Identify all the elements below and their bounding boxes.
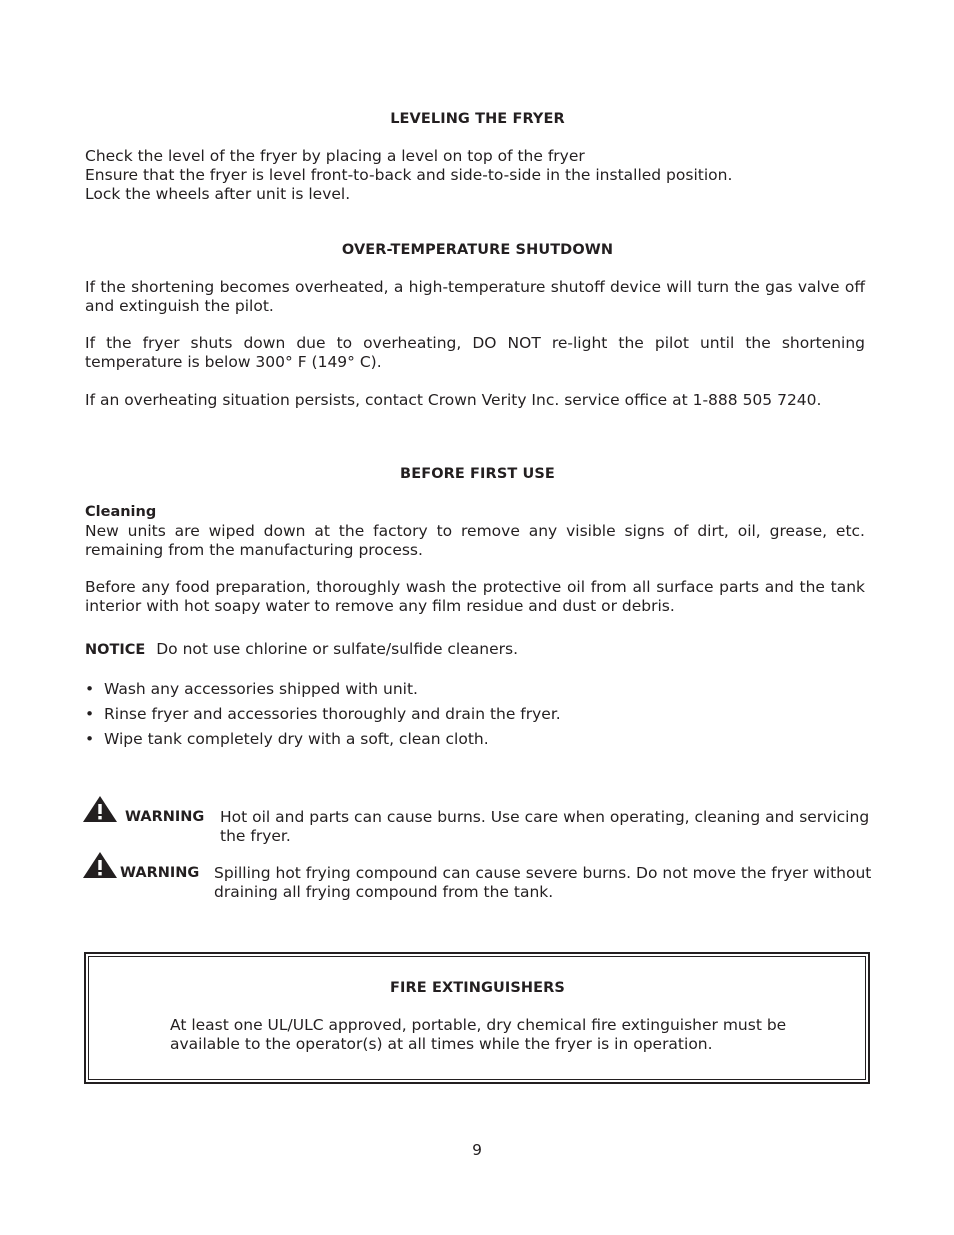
warning-text-line-1: Spilling hot frying compound can cause severe burns. Do not move the fryer without: [214, 864, 872, 882]
fire-text-line-1: At least one UL/ULC approved, portable, dry chemical fire extinguisher must be: [170, 1016, 787, 1034]
heading-leveling: LEVELING THE FRYER: [390, 111, 565, 127]
warning-label: WARNING: [120, 865, 200, 881]
heading-fire-extinguishers: FIRE EXTINGUISHERS: [390, 980, 565, 996]
over-temp-paragraph-1: If the shortening becomes overheated, a high-temperature shutoff device will turn the gas valve off and extinguish the pilot.: [85, 278, 865, 315]
leveling-paragraph: [85, 147, 865, 204]
page-number: 9: [472, 1141, 482, 1159]
leveling-line-3: Lock the wheels after unit is level.: [85, 185, 351, 203]
notice-text: Do not use chlorine or sulfate/sulfide cleaners.: [156, 640, 519, 658]
warning-text: [214, 864, 872, 902]
cleaning-subheading: Cleaning: [85, 504, 157, 520]
fire-text-line-2: available to the operator(s) at all times while the fryer is in operation.: [170, 1035, 713, 1053]
over-temp-paragraph-3: If an overheating situation persists, contact Crown Verity Inc. service office at 1-888 505 7240.: [85, 391, 822, 409]
notice-line: [85, 640, 518, 660]
bullet-icon: •: [85, 680, 95, 698]
bullet-icon: •: [85, 730, 95, 748]
list-item-text: Rinse fryer and accessories thoroughly and drain the fryer.: [104, 705, 561, 723]
warning-text: [220, 808, 870, 846]
notice-label: NOTICE: [85, 642, 146, 658]
warning-label: WARNING: [125, 809, 205, 825]
leveling-line-1: Check the level of the fryer by placing a level on top of the fryer: [85, 147, 585, 165]
warning-triangle-icon: [82, 795, 118, 823]
over-temp-paragraph-2: If the fryer shuts down due to overheating, DO NOT re-light the pilot until the shortening temperature is below 300° F (149° C).: [85, 334, 865, 371]
list-item-text: Wipe tank completely dry with a soft, clean cloth.: [104, 730, 489, 748]
heading-before-first-use: BEFORE FIRST USE: [400, 466, 555, 482]
warning-text-line-2: the fryer.: [220, 827, 291, 845]
cleaning-paragraph-2: Before any food preparation, thoroughly wash the protective oil from all surface parts and the tank interior with hot soapy water to remove any film residue and dust or debris.: [85, 578, 865, 615]
warning-text-line-2: draining all frying compound from the tank.: [214, 883, 554, 901]
leveling-line-2: Ensure that the fryer is level front-to-back and side-to-side in the installed position.: [85, 166, 733, 184]
list-item-text: Wash any accessories shipped with unit.: [104, 680, 418, 698]
heading-over-temperature: OVER-TEMPERATURE SHUTDOWN: [341, 242, 614, 258]
bullet-icon: •: [85, 705, 95, 723]
warning-text-line-1: Hot oil and parts can cause burns. Use care when operating, cleaning and servicing: [220, 808, 870, 826]
warning-triangle-icon: [82, 851, 118, 879]
cleaning-paragraph-1: New units are wiped down at the factory to remove any visible signs of dirt, oil, grease, etc. remaining from the manufacturing process.: [85, 522, 865, 559]
fire-extinguishers-text: [170, 1016, 790, 1054]
